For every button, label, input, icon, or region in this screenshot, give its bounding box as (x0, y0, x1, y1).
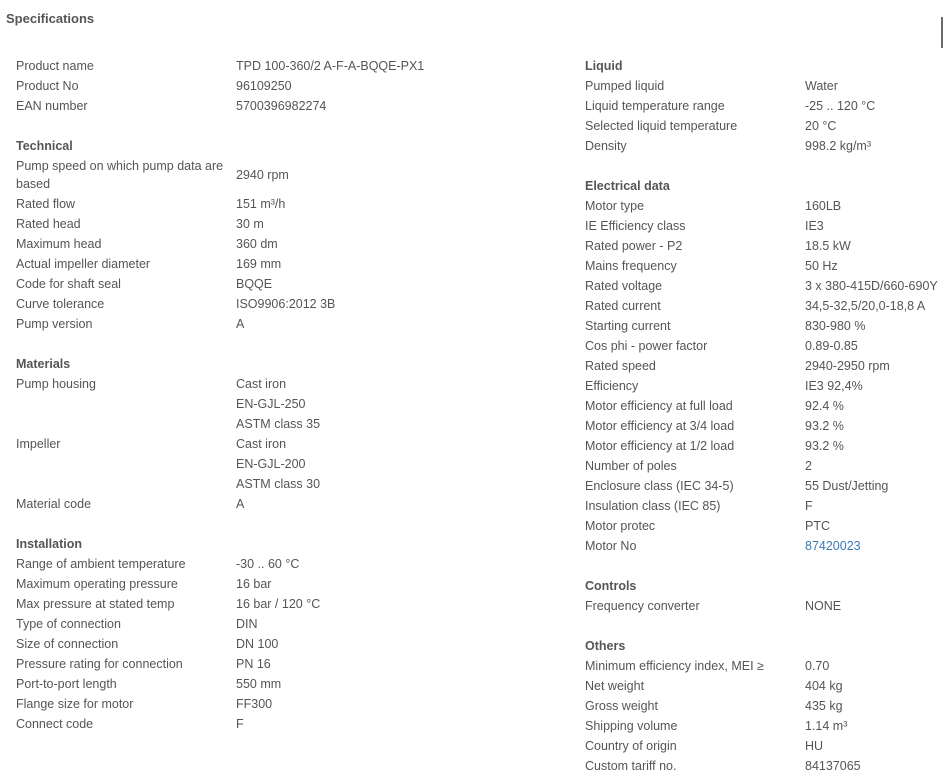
spec-value: 16 bar (236, 577, 272, 591)
spec-label: Country of origin (585, 739, 677, 753)
spec-label: Cos phi - power factor (585, 339, 708, 353)
spec-label: Motor protec (585, 519, 656, 533)
left-column (16, 56, 576, 734)
spec-row-gross-weight (585, 696, 944, 716)
section-general (16, 56, 576, 116)
spec-row-liquid-temperature-range (585, 96, 944, 116)
spec-value: 3 x 380-415D/660-690Y (805, 279, 938, 293)
spec-label: Port-to-port length (16, 677, 117, 691)
spec-label: Impeller (16, 437, 61, 451)
spec-row-efficiency (585, 376, 944, 396)
section-technical (16, 136, 576, 334)
spec-label: Rated voltage (585, 279, 663, 293)
spec-row-rated-speed (585, 356, 944, 376)
spec-value-line: ASTM class 35 (236, 417, 321, 431)
spec-row-type-of-connection (16, 614, 576, 634)
spec-value: 50 Hz (805, 259, 838, 273)
spec-label: Rated speed (585, 359, 656, 373)
spec-value: 2940-2950 rpm (805, 359, 890, 373)
section-heading: Controls (585, 579, 637, 593)
spec-label: Range of ambient temperature (16, 557, 186, 571)
spec-row-country-of-origin (585, 736, 944, 756)
spec-row-pumped-liquid (585, 76, 944, 96)
spec-label: Size of connection (16, 637, 119, 651)
spec-label: Material code (16, 497, 92, 511)
section-heading: Others (585, 639, 626, 653)
spec-value: 84137065 (805, 759, 861, 773)
spec-row-rated-voltage (585, 276, 944, 296)
spec-label: Selected liquid temperature (585, 119, 738, 133)
spec-label: Motor efficiency at 3/4 load (585, 419, 735, 433)
spec-label: EAN number (16, 99, 88, 113)
spec-value: 151 m³/h (236, 197, 286, 211)
spec-row-rated-current (585, 296, 944, 316)
spec-row-minimum-efficiency-index-mei (585, 656, 944, 676)
spec-row-motor-efficiency-at-full-load (585, 396, 944, 416)
spec-label: Minimum efficiency index, MEI ≥ (585, 659, 764, 673)
section-heading: Electrical data (585, 179, 670, 193)
spec-label: Maximum operating pressure (16, 577, 178, 591)
spec-value: NONE (805, 599, 842, 613)
spec-label: Custom tariff no. (585, 759, 677, 773)
spec-label: Density (585, 139, 627, 153)
spec-label: Connect code (16, 717, 94, 731)
spec-label: Motor efficiency at 1/2 load (585, 439, 735, 453)
spec-row-shipping-volume (585, 716, 944, 736)
spec-row-density (585, 136, 944, 156)
spec-value: Water (805, 79, 838, 93)
spec-row-custom-tariff-no (585, 756, 944, 776)
section-others (585, 636, 944, 776)
section-materials (16, 354, 576, 514)
spec-value: 96109250 (236, 79, 292, 93)
spec-label: Curve tolerance (16, 297, 105, 311)
spec-row-impeller (16, 434, 576, 494)
spec-row-curve-tolerance (16, 294, 576, 314)
spec-label: Rated head (16, 217, 81, 231)
spec-row-rated-power-p2 (585, 236, 944, 256)
spec-value: PN 16 (236, 657, 271, 671)
spec-label: Starting current (585, 319, 671, 333)
spec-label: Pump version (16, 317, 93, 331)
spec-label: Max pressure at stated temp (16, 597, 175, 611)
spec-label: Rated current (585, 299, 661, 313)
spec-value: -25 .. 120 °C (805, 99, 876, 113)
right-column (585, 56, 944, 776)
spec-value: 0.70 (805, 659, 830, 673)
spec-value: A (236, 497, 245, 511)
spec-label: Product No (16, 79, 79, 93)
spec-row-product-no (16, 76, 576, 96)
spec-value: 360 dm (236, 237, 278, 251)
spec-value (236, 434, 320, 494)
spec-row-motor-protec (585, 516, 944, 536)
spec-value: 20 °C (805, 119, 837, 133)
spec-value: 998.2 kg/m³ (805, 139, 872, 153)
spec-row-maximum-head (16, 234, 576, 254)
spec-row-pump-version (16, 314, 576, 334)
spec-label: Shipping volume (585, 719, 678, 733)
section-controls (585, 576, 944, 616)
spec-row-actual-impeller-diameter (16, 254, 576, 274)
section-electrical-data (585, 176, 944, 556)
spec-row-motor-type (585, 196, 944, 216)
spec-value: A (236, 317, 245, 331)
spec-row-selected-liquid-temperature (585, 116, 944, 136)
spec-label: Number of poles (585, 459, 677, 473)
spec-value: F (805, 499, 813, 513)
spec-label: Type of connection (16, 617, 121, 631)
spec-value: 550 mm (236, 677, 282, 691)
spec-value: IE3 92,4% (805, 379, 863, 393)
spec-label: Gross weight (585, 699, 658, 713)
spec-value: 2 (805, 459, 812, 473)
spec-value: 1.14 m³ (805, 719, 848, 733)
spec-row-connect-code (16, 714, 576, 734)
spec-value: BQQE (236, 277, 273, 291)
spec-value: PTC (805, 519, 830, 533)
spec-row-pressure-rating-for-connection (16, 654, 576, 674)
spec-label: Efficiency (585, 379, 639, 393)
page-title: Specifications (6, 11, 95, 26)
spec-row-rated-flow (16, 194, 576, 214)
spec-row-port-to-port-length (16, 674, 576, 694)
spec-value: 435 kg (805, 699, 843, 713)
spec-label: IE Efficiency class (585, 219, 686, 233)
spec-label: Motor No (585, 539, 637, 553)
spec-label: Rated flow (16, 197, 76, 211)
spec-row-number-of-poles (585, 456, 944, 476)
spec-label: Flange size for motor (16, 697, 134, 711)
spec-value: F (236, 717, 244, 731)
spec-row-frequency-converter (585, 596, 944, 616)
spec-label: Frequency converter (585, 599, 700, 613)
spec-value-line: Cast iron (236, 377, 287, 391)
spec-value: TPD 100-360/2 A-F-A-BQQE-PX1 (236, 59, 425, 73)
spec-row-mains-frequency (585, 256, 944, 276)
spec-label: Rated power - P2 (585, 239, 683, 253)
spec-label: Maximum head (16, 237, 102, 251)
spec-row-code-for-shaft-seal (16, 274, 576, 294)
spec-row-motor-no (585, 536, 944, 556)
spec-row-max-pressure-at-stated-temp (16, 594, 576, 614)
spec-value-line: Cast iron (236, 437, 287, 451)
spec-value: DN 100 (236, 637, 279, 651)
spec-row-motor-efficiency-at-1-2-load (585, 436, 944, 456)
spec-value: HU (805, 739, 824, 753)
section-heading: Technical (16, 139, 73, 153)
spec-row-ean-number (16, 96, 576, 116)
spec-row-starting-current (585, 316, 944, 336)
spec-label: Pump housing (16, 377, 96, 391)
spec-row-size-of-connection (16, 634, 576, 654)
spec-value: DIN (236, 617, 258, 631)
spec-value: 830-980 % (805, 319, 866, 333)
spec-label: Pressure rating for connection (16, 657, 183, 671)
spec-value-line: ASTM class 30 (236, 477, 321, 491)
spec-label: Net weight (585, 679, 645, 693)
spec-row-insulation-class-iec-85 (585, 496, 944, 516)
spec-value: 0.89-0.85 (805, 339, 858, 353)
spec-label: Motor efficiency at full load (585, 399, 733, 413)
scrollbar-thumb[interactable] (941, 17, 943, 48)
spec-value: 169 mm (236, 257, 282, 271)
spec-row-material-code (16, 494, 576, 514)
spec-row-range-of-ambient-temperature (16, 554, 576, 574)
section-heading: Materials (16, 357, 71, 371)
spec-row-maximum-operating-pressure (16, 574, 576, 594)
spec-value: IE3 (805, 219, 824, 233)
spec-value: 16 bar / 120 °C (236, 597, 321, 611)
spec-label: Enclosure class (IEC 34-5) (585, 479, 734, 493)
section-heading: Liquid (585, 59, 623, 73)
spec-label: Liquid temperature range (585, 99, 725, 113)
spec-value: FF300 (236, 697, 273, 711)
spec-value (805, 536, 861, 556)
spec-value: -30 .. 60 °C (236, 557, 300, 571)
spec-label: Code for shaft seal (16, 277, 121, 291)
spec-value: 93.2 % (805, 439, 844, 453)
spec-row-rated-head (16, 214, 576, 234)
spec-value: 92.4 % (805, 399, 844, 413)
spec-value: 55 Dust/Jetting (805, 479, 889, 493)
spec-value-line: EN-GJL-200 (236, 457, 306, 471)
section-heading: Installation (16, 537, 82, 551)
spec-value-line: EN-GJL-250 (236, 397, 306, 411)
spec-value: 160LB (805, 199, 842, 213)
spec-label: Pump speed on which pump data are based (16, 159, 224, 191)
section-liquid (585, 56, 944, 156)
section-installation (16, 534, 576, 734)
spec-value: 93.2 % (805, 419, 844, 433)
spec-row-cos-phi-power-factor (585, 336, 944, 356)
spec-label: Insulation class (IEC 85) (585, 499, 721, 513)
spec-value-link[interactable]: 87420023 (805, 539, 861, 553)
spec-row-motor-efficiency-at-3-4-load (585, 416, 944, 436)
spec-label: Actual impeller diameter (16, 257, 151, 271)
spec-value (236, 374, 320, 434)
spec-value: 2940 rpm (236, 168, 289, 182)
spec-row-pump-speed-on-which-pump-data-are-based (16, 156, 576, 194)
spec-value: ISO9906:2012 3B (236, 297, 336, 311)
spec-row-product-name (16, 56, 576, 76)
spec-label: Mains frequency (585, 259, 677, 273)
spec-row-ie-efficiency-class (585, 216, 944, 236)
spec-value: 34,5-32,5/20,0-18,8 A (805, 299, 926, 313)
spec-label: Product name (16, 59, 94, 73)
spec-value: 30 m (236, 217, 264, 231)
spec-value: 5700396982274 (236, 99, 327, 113)
spec-row-net-weight (585, 676, 944, 696)
spec-row-pump-housing (16, 374, 576, 434)
spec-row-flange-size-for-motor (16, 694, 576, 714)
spec-value: 18.5 kW (805, 239, 851, 253)
spec-row-enclosure-class-iec-34-5 (585, 476, 944, 496)
spec-label: Motor type (585, 199, 645, 213)
spec-label: Pumped liquid (585, 79, 665, 93)
spec-value: 404 kg (805, 679, 843, 693)
